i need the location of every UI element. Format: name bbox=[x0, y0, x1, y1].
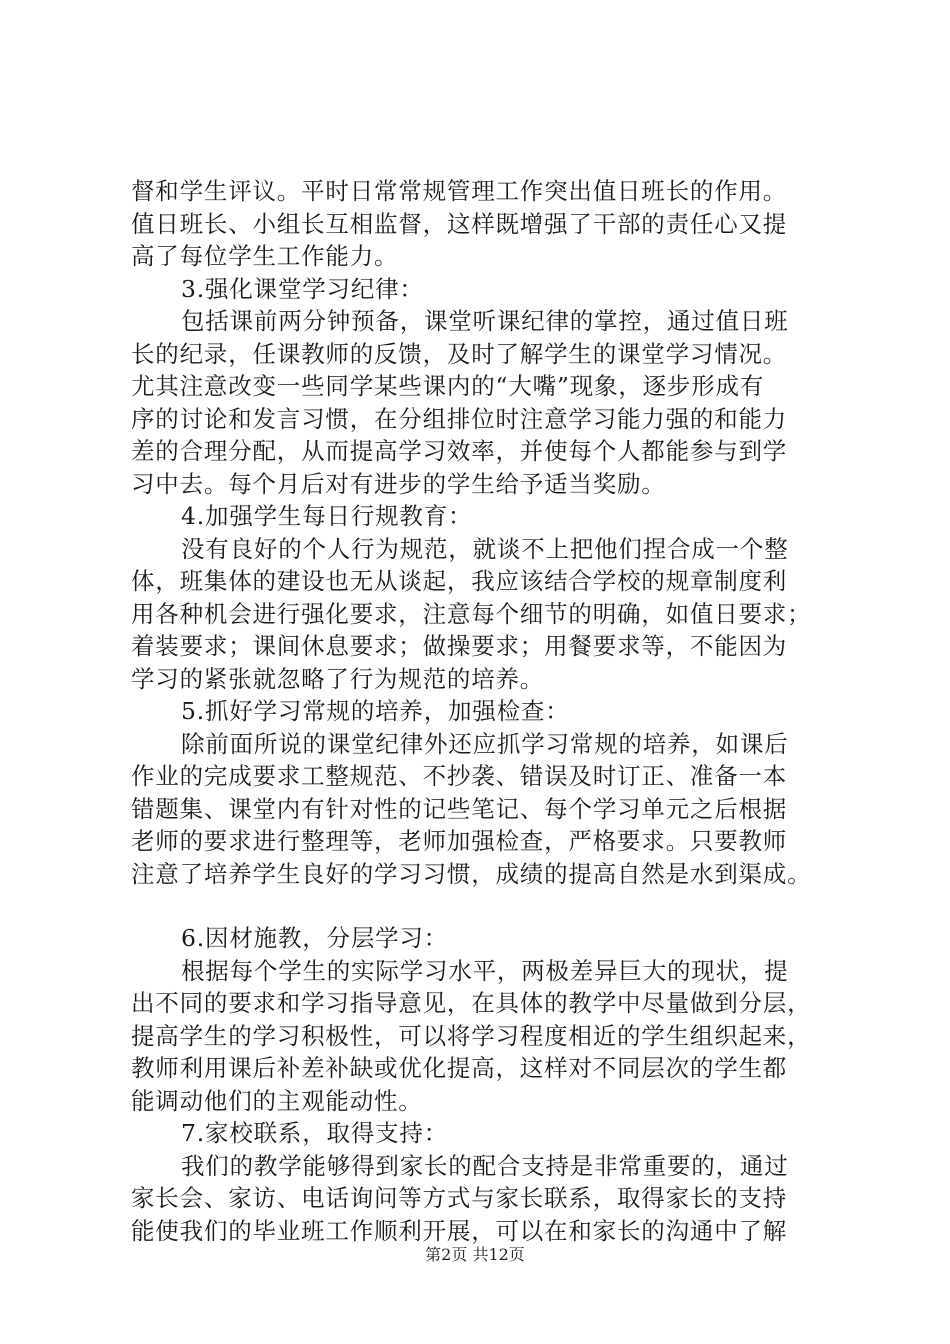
text-line: 除前面所说的课堂纪律外还应抓学习常规的培养，如课后 bbox=[181, 729, 789, 758]
text-line: 用各种机会进行强化要求，注意每个细节的明确，如值日要求； bbox=[131, 599, 812, 628]
text-line: 值日班长、小组长互相监督，这样既增强了干部的责任心又提 bbox=[131, 209, 788, 238]
text-line: 作业的完成要求工整规范、不抄袭、错误及时订正、准备一本 bbox=[131, 762, 788, 790]
section-heading: 7.家校联系，取得支持： bbox=[181, 1119, 449, 1147]
text-line: 差的合理分配，从而提高学习效率，并使每个人都能参与到学 bbox=[131, 437, 788, 465]
section-heading: 6.因材施教，分层学习： bbox=[181, 924, 449, 952]
text-line: 着装要求；课间休息要求；做操要求；用餐要求等，不能因为 bbox=[131, 632, 788, 660]
text-line: 包括课前两分钟预备，课堂听课纪律的掌控，通过值日班 bbox=[181, 307, 789, 335]
text-line: 注意了培养学生良好的学习习惯，成绩的提高自然是水到渠成。 bbox=[131, 859, 812, 888]
section-heading: 5.抓好学习常规的培养，加强检查： bbox=[181, 697, 570, 725]
text-line: 出不同的要求和学习指导意见，在具体的教学中尽量做到分层， bbox=[131, 989, 812, 1017]
text-line: 错题集、课堂内有针对性的记些笔记、每个学习单元之后根据 bbox=[131, 794, 788, 823]
paragraph-gap bbox=[131, 890, 831, 922]
section-heading: 3.强化课堂学习纪律： bbox=[181, 274, 424, 303]
text-line: 督和学生评议。平时日常常规管理工作突出值日班长的作用。 bbox=[131, 177, 788, 205]
text-line: 序的讨论和发言习惯，在分组排位时注意学习能力强的和能力 bbox=[131, 404, 788, 433]
text-line: 长的纪录，任课教师的反馈，及时了解学生的课堂学习情况。 bbox=[131, 339, 788, 368]
text-line: 没有良好的个人行为规范，就谈不上把他们捏合成一个整 bbox=[181, 534, 789, 563]
document-body bbox=[131, 175, 831, 1247]
text-line: 习中去。每个月后对有进步的学生给予适当奖励。 bbox=[131, 469, 666, 498]
page-footer: 第2页 共12页 bbox=[425, 1245, 525, 1264]
text-line: 尤其注意改变一些同学某些课内的“大嘴”现象，逐步形成有 bbox=[131, 372, 765, 400]
text-line: 家长会、家访、电话询问等方式与家长联系，取得家长的支持 bbox=[131, 1184, 788, 1212]
text-line: 体，班集体的建设也无从谈起，我应该结合学校的规章制度利 bbox=[131, 567, 788, 595]
text-line: 我们的教学能够得到家长的配合支持是非常重要的，通过 bbox=[181, 1151, 789, 1180]
text-line: 根据每个学生的实际学习水平，两极差异巨大的现状，提 bbox=[181, 956, 789, 985]
text-line: 能使我们的毕业班工作顺利开展，可以在和家长的沟通中了解 bbox=[131, 1216, 788, 1245]
text-line: 提高学生的学习积极性，可以将学习程度相近的学生组织起来， bbox=[131, 1021, 812, 1050]
text-line: 学习的紧张就忽略了行为规范的培养。 bbox=[131, 664, 545, 693]
section-heading: 4.加强学生每日行规教育： bbox=[181, 502, 473, 530]
text-line: 高了每位学生工作能力。 bbox=[131, 242, 399, 270]
text-line: 能调动他们的主观能动性。 bbox=[131, 1086, 423, 1115]
text-line: 老师的要求进行整理等，老师加强检查，严格要求。只要教师 bbox=[131, 827, 788, 855]
text-line: 教师利用课后补差补缺或优化提高，这样对不同层次的学生都 bbox=[131, 1054, 788, 1082]
